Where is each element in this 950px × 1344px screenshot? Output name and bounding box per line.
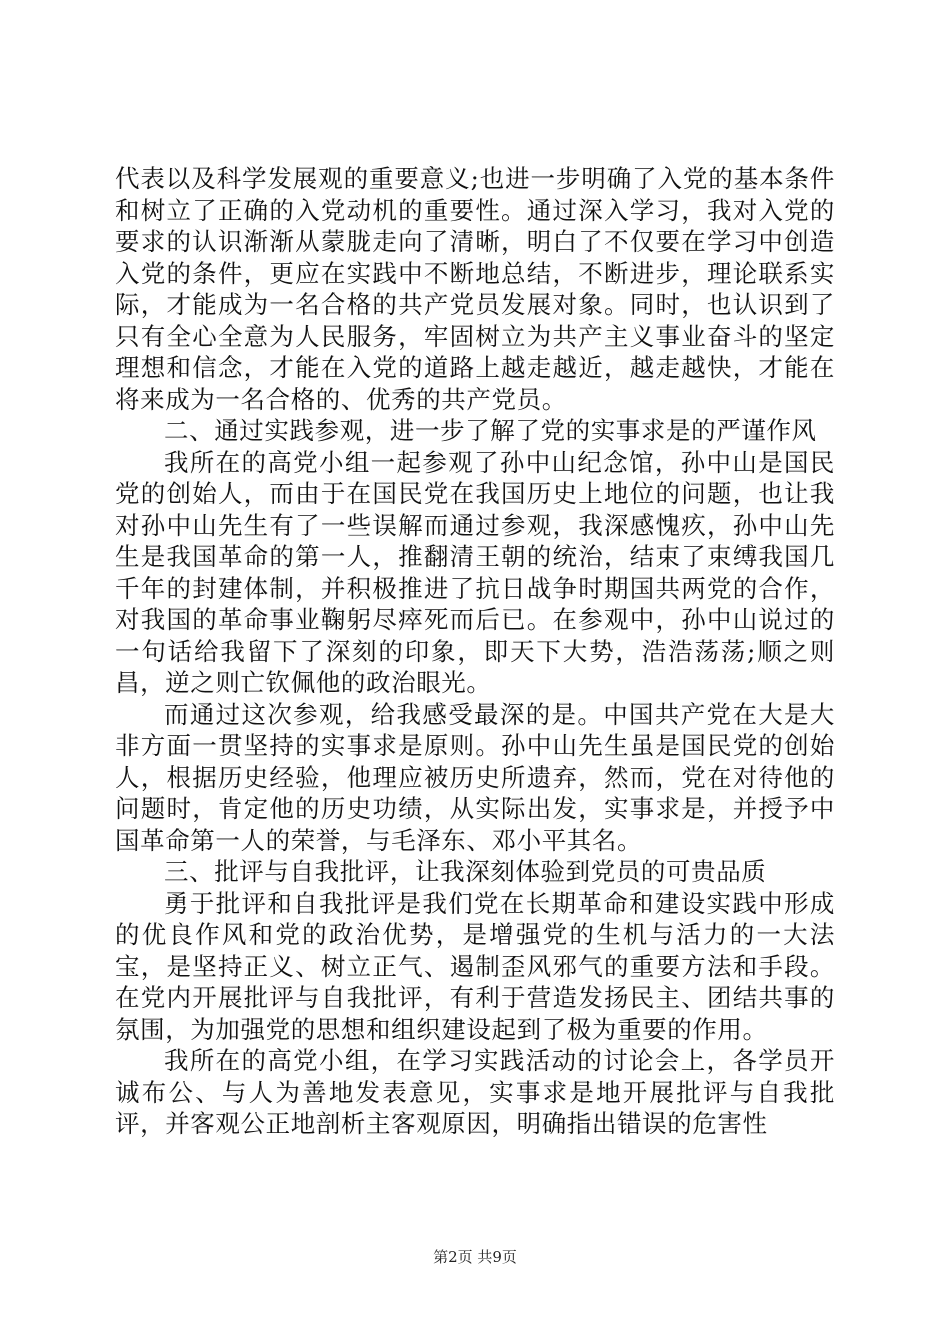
paragraph-1: 代表以及科学发展观的重要意义;也进一步明确了入党的基本条件和树立了正确的入党动机的重要性。通过深入学习，我对入党的要求的认识渐渐从蒙胧走向了清晰，明白了不仅要在学习中创造入党的条件，更应在实践中不断地总结，不断进步，理论联系实际，才能成为一名合格的共产党员发展对象。同时，也认识到了只有全心全意为人民服务，牢固树立为共产主义事业奋斗的坚定理想和信念，才能在入党的道路上越走越近，越走越快，才能在将来成为一名合格的、优秀的共产党员。	[115, 164, 835, 414]
section-heading-3: 三、批评与自我批评，让我深刻体验到党员的可贵品质	[164, 857, 767, 886]
document-body	[115, 163, 835, 1140]
paragraph-5: 我所在的高党小组，在学习实践活动的讨论会上，各学员开诚布公、与人为善地发表意见，实事求是地开展批评与自我批评，并客观公正地剖析主客观原因，明确指出错误的危害性	[115, 1046, 835, 1138]
section-heading-2: 二、通过实践参观，进一步了解了党的实事求是的严谨作风	[164, 416, 817, 445]
paragraph-4: 勇于批评和自我批评是我们党在长期革命和建设实践中形成的优良作风和党的政治优势，是增强党的生机与活力的一大法宝，是坚持正义、树立正气、遏制歪风邪气的重要方法和手段。在党内开展批评与自我批评，有利于营造发扬民主、团结共事的氛围，为加强党的思想和组织建设起到了极为重要的作用。	[115, 888, 835, 1044]
paragraph-3: 而通过这次参观，给我感受最深的是。中国共产党在大是大非方面一贯坚持的实事求是原则。孙中山先生虽是国民党的创始人，根据历史经验，他理应被历史所遗弃，然而，党在对待他的问题时，肯定他的历史功绩，从实际出发，实事求是，并授予中国革命第一人的荣誉，与毛泽东、邓小平其名。	[115, 699, 835, 855]
page-number-footer: 第2页 共9页	[433, 1248, 517, 1266]
paragraph-2: 我所在的高党小组一起参观了孙中山纪念馆，孙中山是国民党的创始人，而由于在国民党在我国历史上地位的问题，也让我对孙中山先生有了一些误解而通过参观，我深感愧疚，孙中山先生是我国革命的第一人，推翻清王朝的统治，结束了束缚我国几千年的封建体制，并积极推进了抗日战争时期国共两党的合作，对我国的革命事业鞠躬尽瘁死而后已。在参观中，孙中山说过的一句话给我留下了深刻的印象，即天下大势，浩浩荡荡;顺之则昌，逆之则亡钦佩他的政治眼光。	[115, 447, 835, 697]
